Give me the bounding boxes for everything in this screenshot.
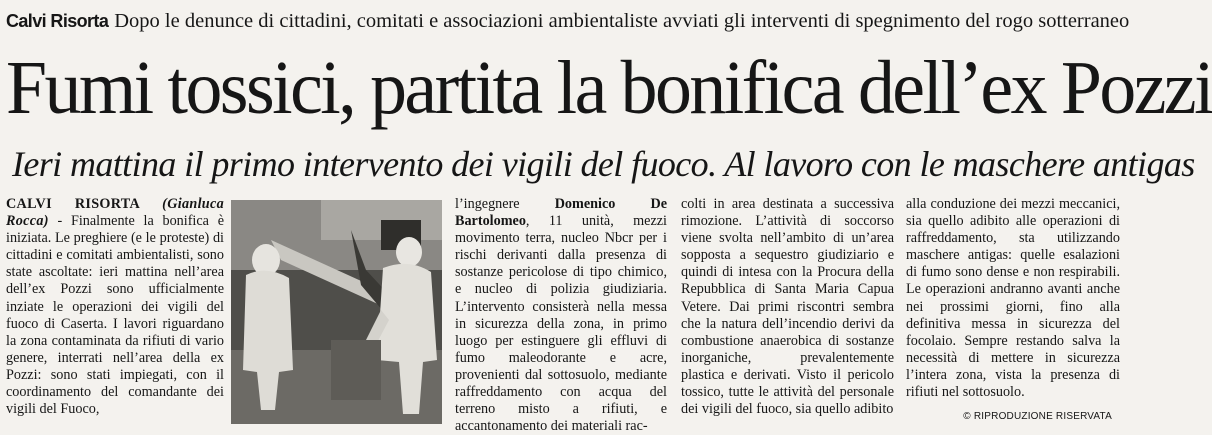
- engineer-name: Domenico De Bartolomeo: [455, 196, 667, 230]
- byline-author: (Gianluca Rocca): [6, 196, 224, 230]
- kicker-text: Dopo le denunce di cittadini, comitati e associazioni ambientaliste avviati gli interventi di spegnimento del rogo sotterraneo: [114, 10, 1130, 32]
- kicker-location: Calvi Risorta: [6, 11, 109, 31]
- firefighters-photo-illustration: [231, 200, 442, 424]
- headline: Fumi tossici, partita la bonifica dell’ex Pozzi: [6, 46, 1212, 130]
- column-3-text: colti in area destinata a successiva rimozione. L’attività di soccorso viene svolta nell’ambito di un’area sopposta a sequestro giudiziario e quindi di intesa con la Procura della Repubblica di Santa Maria Capua Vetere. Dai primi riscontri sembra che la natura dell’incendio derivi da combustione anaerobica di sostanze inorganiche, prevalentemente plastica e derivati. Visto il pericolo tossico, tutte le attività del personale dei vigili del fuoco, sia quello adibito: [681, 196, 894, 418]
- column-2-paragraph: [455, 196, 667, 435]
- column-2-text: , 11 unità, mezzi movimento terra, nucleo Nbcr per i rischi derivanti dalla presenza di sostanze pericolose di tipo chimico, e nucleo di polizia giudiziaria. L’intervento consisterà nella messa in sicurezza della zona, in primo luogo per estinguere gli effluvi di fumo maleodorante e acre, provenienti dal sottosuolo, mediante raffreddamento con acqua del terreno misto a rifiuti, e accantonamento dei materiali rac-: [455, 213, 667, 435]
- column-2-pre: l’ingegnere: [455, 196, 555, 212]
- copyright-text: RIPRODUZIONE RISERVATA: [973, 411, 1112, 422]
- subheadline: Ieri mattina il primo intervento dei vigili del fuoco. Al lavoro con le maschere antigas: [12, 144, 1195, 184]
- column-4-text: alla conduzione dei mezzi meccanici, sia quello adibito alle operazioni di raffreddamento, sta utilizzando maschere antigas: quelle esalazioni di fumo sono dense e non respirabili. Le operazioni andranno avanti anche nei prossimi giorni, fino alla definitiva messa in sicurezza del focolaio. Sempre restando salva la necessità di mettere in sicurezza l’intera zona, vista la presenza di rifiuti nel sottosuolo.: [906, 196, 1120, 401]
- article-photo: [231, 200, 442, 424]
- kicker: [6, 6, 1130, 36]
- article-column-3: [681, 196, 894, 433]
- column-1-paragraph: [6, 196, 224, 418]
- article-column-2: [455, 196, 667, 433]
- byline-place: CALVI RISORTA: [6, 196, 140, 212]
- column-1-text: - Finalmente la bonifica è iniziata. Le preghiere (e le proteste) di cittadini e comitati ambientalisti, sono state ascoltate: ieri mattina nell’area dell’ex Pozzi sono ufficialmente inziate le operazioni dei vigili del fuoco di Caserta. I lavori riguardano la zona contaminata da rifiuti di vario genere, interrati nell’area della ex Pozzi: sono stati impiegati, con il coordinamento del comandante dei vigili del Fuoco,: [6, 213, 224, 418]
- copyright-notice: [963, 411, 1112, 422]
- article-column-4: [906, 196, 1120, 433]
- article-column-1: [6, 196, 224, 433]
- copyright-icon: ©: [963, 411, 971, 422]
